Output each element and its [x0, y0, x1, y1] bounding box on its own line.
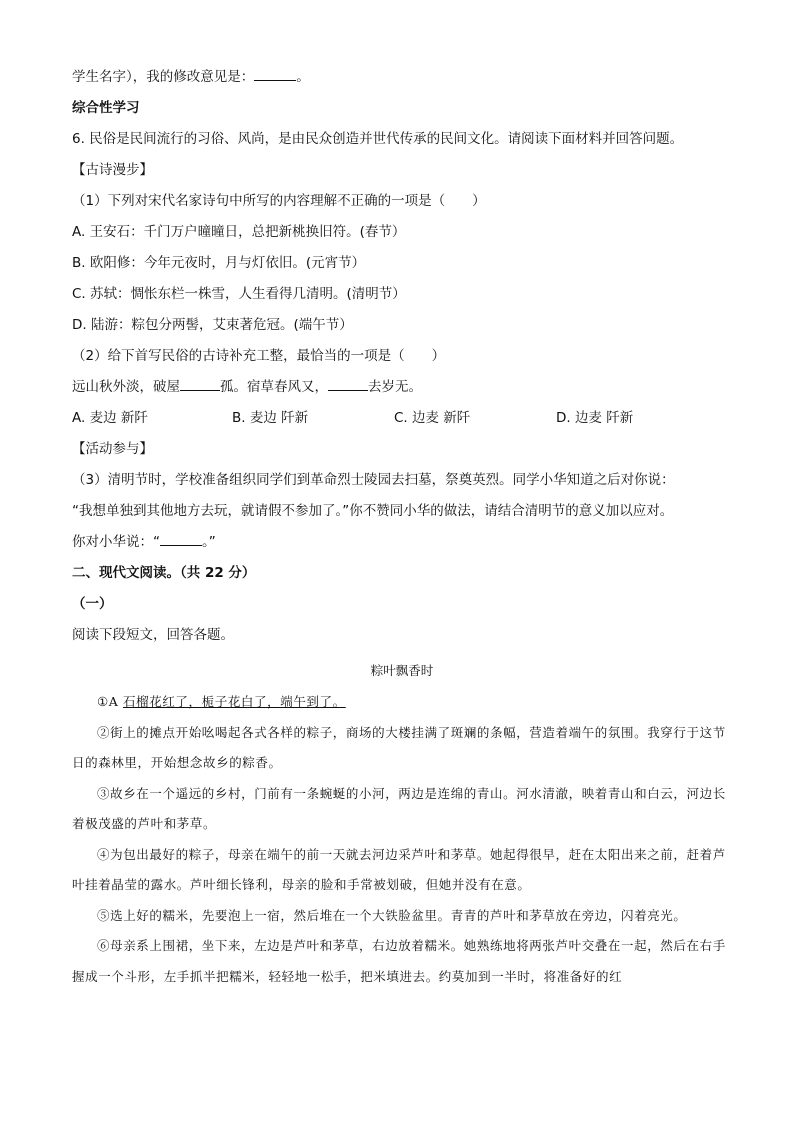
- paragraph-3: ③故乡在一个遥远的乡村，门前有一条蜿蜒的小河，两边是连绵的青山。河水清澈，映着青山和白云，河边长着极茂盛的芦叶和茅草。: [72, 785, 726, 831]
- text: 学生名字），我的修改意见是：: [72, 69, 255, 85]
- poem-line: [72, 372, 732, 403]
- question-6-3-line1: （3）清明节时，学校准备组织同学们到革命烈士陵园去扫墓，祭奠英烈。同学小华知道之后对你说：: [72, 472, 675, 488]
- article-title: 粽叶飘香时: [370, 663, 434, 678]
- options-row: [72, 403, 732, 434]
- text: ①A: [97, 694, 124, 709]
- question-6-1: （1）下列对宋代名家诗句中所写的内容理解不正确的一项是（ ）: [72, 193, 486, 209]
- subsection-one: （一）: [72, 596, 113, 612]
- question-6-2: （2）给下首写民俗的古诗补充工整，最恰当的一项是（ ）: [72, 348, 446, 364]
- reading-instruction: 阅读下段短文，回答各题。: [72, 627, 234, 643]
- option-b: B. 欧阳修：今年元夜时，月与灯依旧。(元宵节）: [72, 255, 366, 271]
- answer-blank[interactable]: [254, 66, 296, 81]
- prev-question-tail: [72, 62, 732, 93]
- text: 去岁无。: [368, 379, 422, 395]
- answer-blank[interactable]: [180, 376, 220, 391]
- tag-poem: 【古诗漫步】: [72, 162, 153, 178]
- question-6: 6. 民俗是民间流行的习俗、风尚，是由民众创造并世代传承的民间文化。请阅读下面材料并回答问题。: [72, 131, 684, 147]
- question-6-3-line3: [72, 527, 732, 558]
- article-body: [72, 687, 732, 992]
- underlined-sentence: 石榴花红了，栀子花白了，端午到了。: [123, 694, 346, 709]
- option-a: A. 王安石：千门万户曈曈日，总把新桃换旧符。(春节）: [72, 224, 406, 240]
- paragraph-6: ⑥母亲系上围裙，坐下来，左边是芦叶和茅草，右边放着糯米。她熟练地将两张芦叶交叠在一起，然后在右手握成一个斗形，左手抓半把糯米，轻轻地一松手，把米填进去。约莫加到一半时，将准备好的红: [72, 938, 726, 984]
- paragraph-4: ④为包出最好的粽子，母亲在端午的前一天就去河边采芦叶和茅草。她起得很早，赶在太阳出来之前，赶着芦叶挂着晶莹的露水。芦叶细长锋利，母亲的脸和手常被划破，但她并没有在意。: [72, 846, 726, 892]
- option-b: B. 麦边 阡新: [232, 410, 309, 426]
- option-a: A. 麦边 新阡: [72, 410, 148, 426]
- text: 你对小华说：“: [72, 534, 160, 550]
- answer-blank[interactable]: [328, 376, 368, 391]
- text: 孤。宿草春风又，: [220, 379, 328, 395]
- paragraph-2: ②街上的摊点开始吆喝起各式各样的粽子，商场的大楼挂满了斑斓的条幅，营造着端午的氛围。我穿行于这节日的森林里，开始想念故乡的粽香。: [72, 724, 726, 770]
- tag-activity: 【活动参与】: [72, 441, 153, 457]
- text: 远山秋外淡，破屋: [72, 379, 180, 395]
- document-page: [72, 62, 732, 992]
- paragraph-5: ⑤选上好的糯米，先要泡上一宿，然后堆在一个大铁脸盆里。青青的芦叶和茅草放在旁边，闪着亮光。: [97, 907, 687, 923]
- text: 。”: [202, 534, 216, 550]
- answer-blank[interactable]: [160, 531, 202, 546]
- option-c: C. 边麦 新阡: [394, 410, 471, 426]
- paragraph-1: [72, 687, 732, 718]
- section-heading-modern: 二、现代文阅读。（共 22 分）: [72, 565, 256, 581]
- question-6-3-line2: “我想单独到其他地方去玩，就请假不参加了。”你不赞同小华的做法，请结合清明节的意义加以应对。: [72, 503, 674, 519]
- text: 。: [296, 69, 310, 85]
- section-heading-comprehensive: 综合性学习: [72, 100, 140, 116]
- option-d: D. 陆游：粽包分两髻，艾束著危冠。(端午节）: [72, 317, 353, 333]
- option-d: D. 边麦 阡新: [556, 410, 634, 426]
- option-c: C. 苏轼：惆怅东栏一株雪，人生看得几清明。(清明节）: [72, 286, 406, 302]
